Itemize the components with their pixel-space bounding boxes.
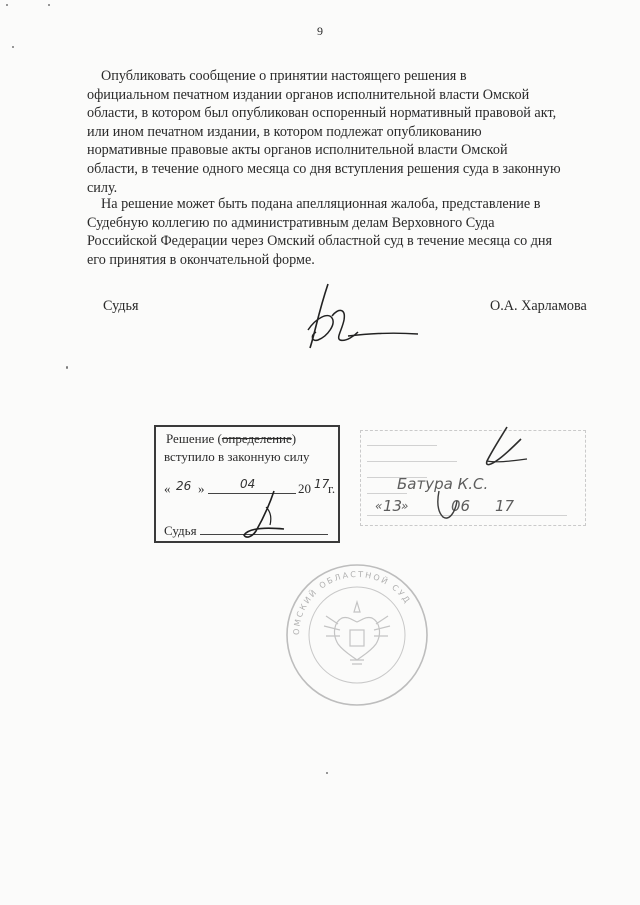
paragraph-line: На решение может быть подана апелляционная жалоба, представление в [101,196,541,212]
stamp-year-end: г. [328,481,336,496]
seal-ring-text: ОМСКИЙ ОБЛАСТНОЙ СУД [291,569,413,636]
registration-month: 06 [451,497,471,515]
stamp-day: 26 [176,479,192,493]
stamp-decision-line: Решение (определение) [166,431,297,446]
judge-signature [288,278,428,358]
paragraph-line: нормативные правовые акты органов исполнительной власти Омской [87,142,508,159]
paragraph-line: официальном печатном издании органов исполнительной власти Омской [87,86,530,103]
page-number: 9 [317,24,323,38]
registration-signature [457,425,537,481]
paragraph-line: или ином печатном издании, в котором подлежат опубликованию [87,123,482,140]
stamp-date-row: « 26 » 04 20 17 г. [164,477,336,496]
paragraph-line: Судебную коллегию по административным делам Верховного Суда [87,214,495,231]
registration-year: 17 [495,497,515,515]
paragraph-line: области, в течение одного месяца со дня вступления решения суда в законную [87,160,561,177]
paragraph-line: силу. [87,179,118,196]
paragraph-line: Российской Федерации через Омский областной суд в течение месяца со дня [87,233,553,250]
legal-force-stamp [154,425,340,543]
registration-signature-mark [429,487,469,523]
stamp-judge-label: Судья [164,523,197,538]
registration-handwritten-name: Батура К.С. [397,475,489,493]
paragraph-line: области, в котором был опубликован оспоренный нормативный правовой акт, [87,105,557,122]
stamp-struck-word: определение [221,431,292,446]
court-seal [282,560,432,710]
paragraph-line: его принятия в окончательной форме. [87,251,315,268]
registration-day: 13 [383,497,403,515]
paragraph-line: Опубликовать сообщение о принятии настоящего решения в [101,68,467,84]
stamp-month: 04 [240,477,256,491]
stamp-year-prefix: 20 [298,481,311,496]
registration-stamp: Батура К.С. « 13 » 06 17 [360,430,586,526]
stamp-decision-word: Решение [166,431,215,446]
paragraph-appeal [87,195,601,269]
judge-name: О.А. Харламова [490,298,587,314]
judge-role-label: Судья [103,298,139,314]
paragraph-publication [87,67,601,197]
eagle-emblem-icon [324,602,390,664]
stamp-signature [226,487,316,543]
stamp-year-suffix: 17 [314,477,330,491]
stamp-legal-force-line: вступило в законную силу [164,449,310,464]
